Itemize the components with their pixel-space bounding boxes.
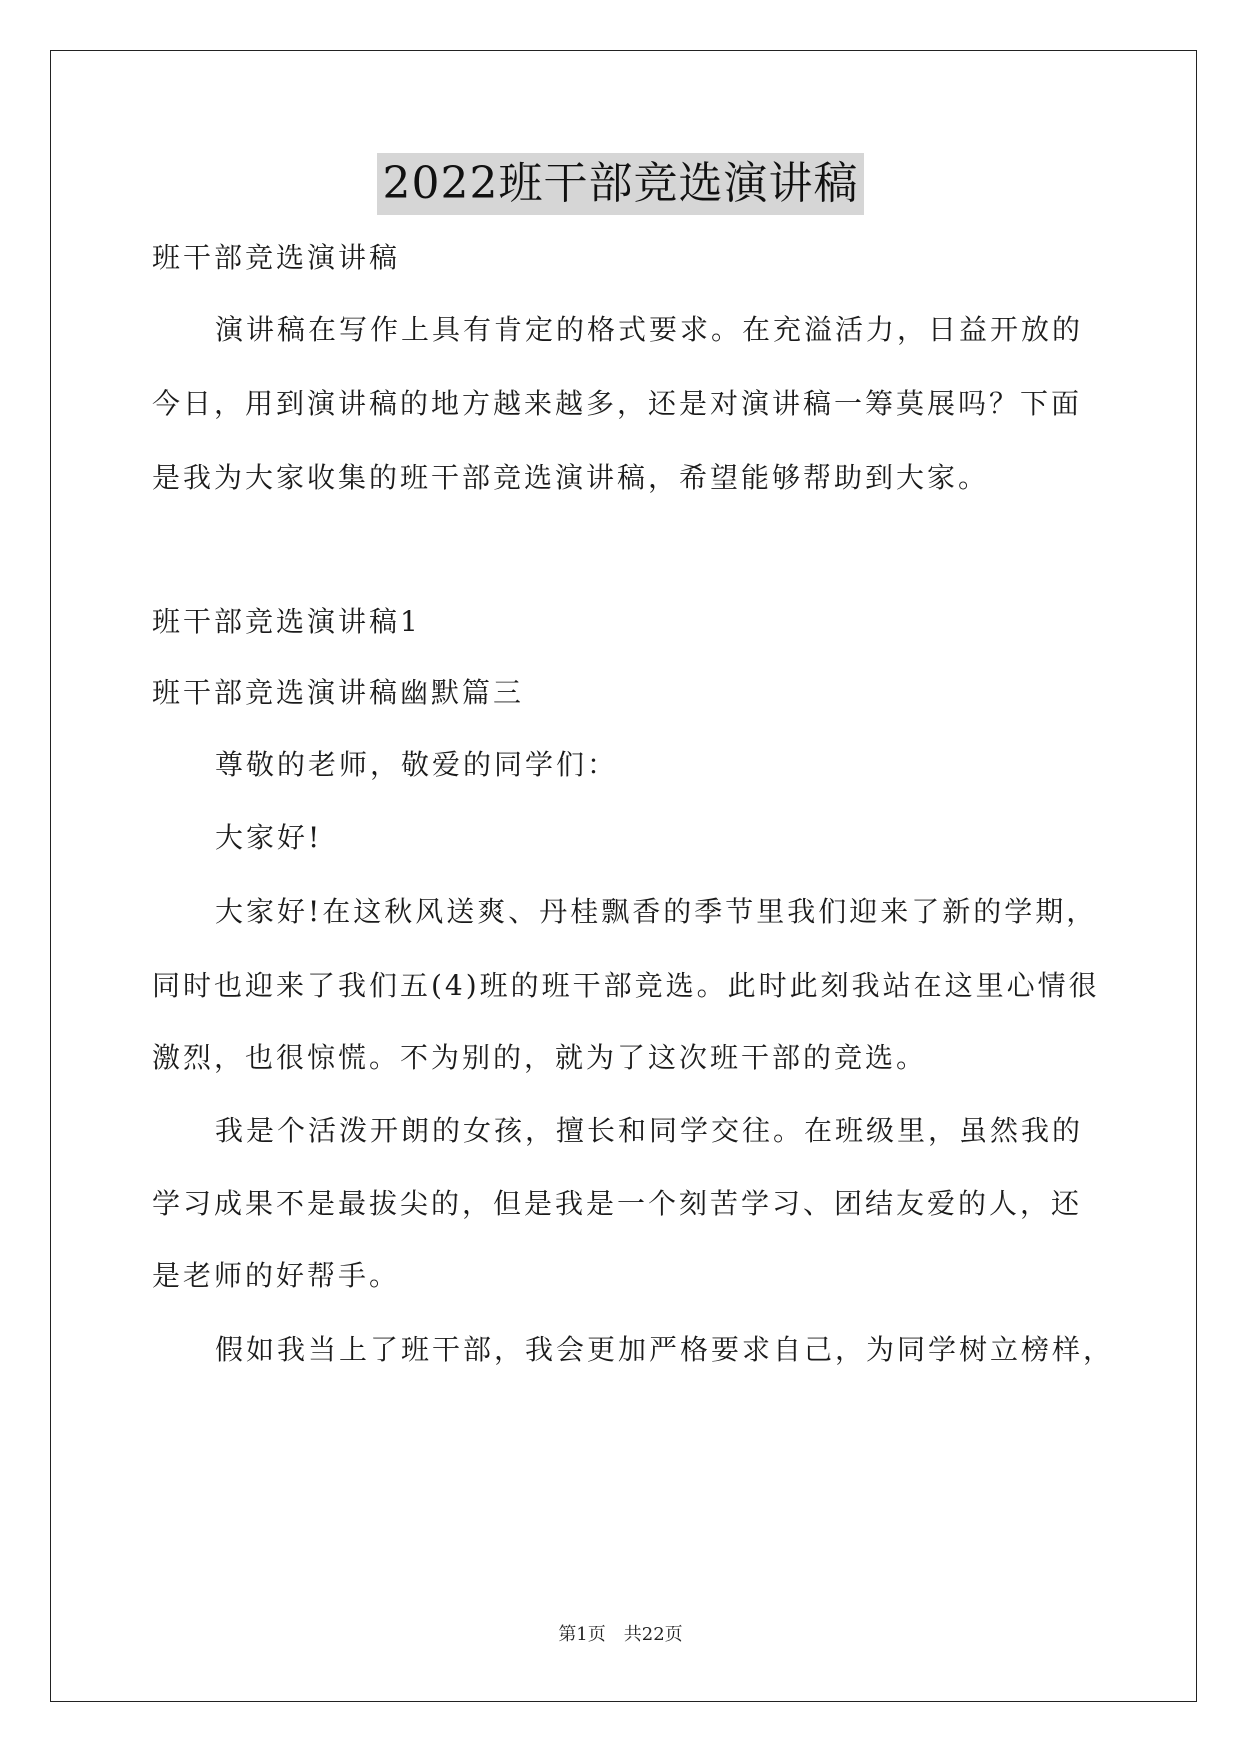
paragraph-line: 同时也迎来了我们五(4)班的班干部竞选。此时此刻我站在这里心情很 <box>152 969 1100 1002</box>
greeting-line: 大家好! <box>215 821 323 854</box>
paragraph-line: 是我为大家收集的班干部竞选演讲稿，希望能够帮助到大家。 <box>152 461 990 494</box>
document-title: 2022班干部竞选演讲稿 <box>377 153 865 215</box>
paragraph-line: 今日，用到演讲稿的地方越来越多，还是对演讲稿一筹莫展吗？下面 <box>152 387 1083 420</box>
paragraph-line: 是老师的好帮手。 <box>152 1259 401 1292</box>
paragraph-line: 激烈，也很惊慌。不为别的，就为了这次班干部的竞选。 <box>152 1041 928 1074</box>
section-heading: 班干部竞选演讲稿幽默篇三 <box>152 676 525 709</box>
page-number-footer: 第1页 共22页 <box>558 1624 683 1645</box>
paragraph-line: 学习成果不是最拔尖的，但是我是一个刻苦学习、团结友爱的人，还 <box>152 1187 1083 1220</box>
paragraph-line: 我是个活泼开朗的女孩，擅长和同学交往。在班级里，虽然我的 <box>215 1114 1084 1147</box>
greeting-line: 尊敬的老师，敬爱的同学们： <box>215 748 619 781</box>
paragraph-line: 大家好!在这秋风送爽、丹桂飘香的季节里我们迎来了新的学期， <box>215 895 1098 928</box>
paragraph-line: 演讲稿在写作上具有肯定的格式要求。在充溢活力，日益开放的 <box>215 313 1084 346</box>
page-border <box>50 50 1197 1702</box>
section-heading: 班干部竞选演讲稿 <box>152 241 401 274</box>
title-container <box>0 153 1241 215</box>
paragraph-line: 假如我当上了班干部，我会更加严格要求自己，为同学树立榜样， <box>215 1333 1115 1366</box>
section-heading: 班干部竞选演讲稿1 <box>152 605 421 638</box>
